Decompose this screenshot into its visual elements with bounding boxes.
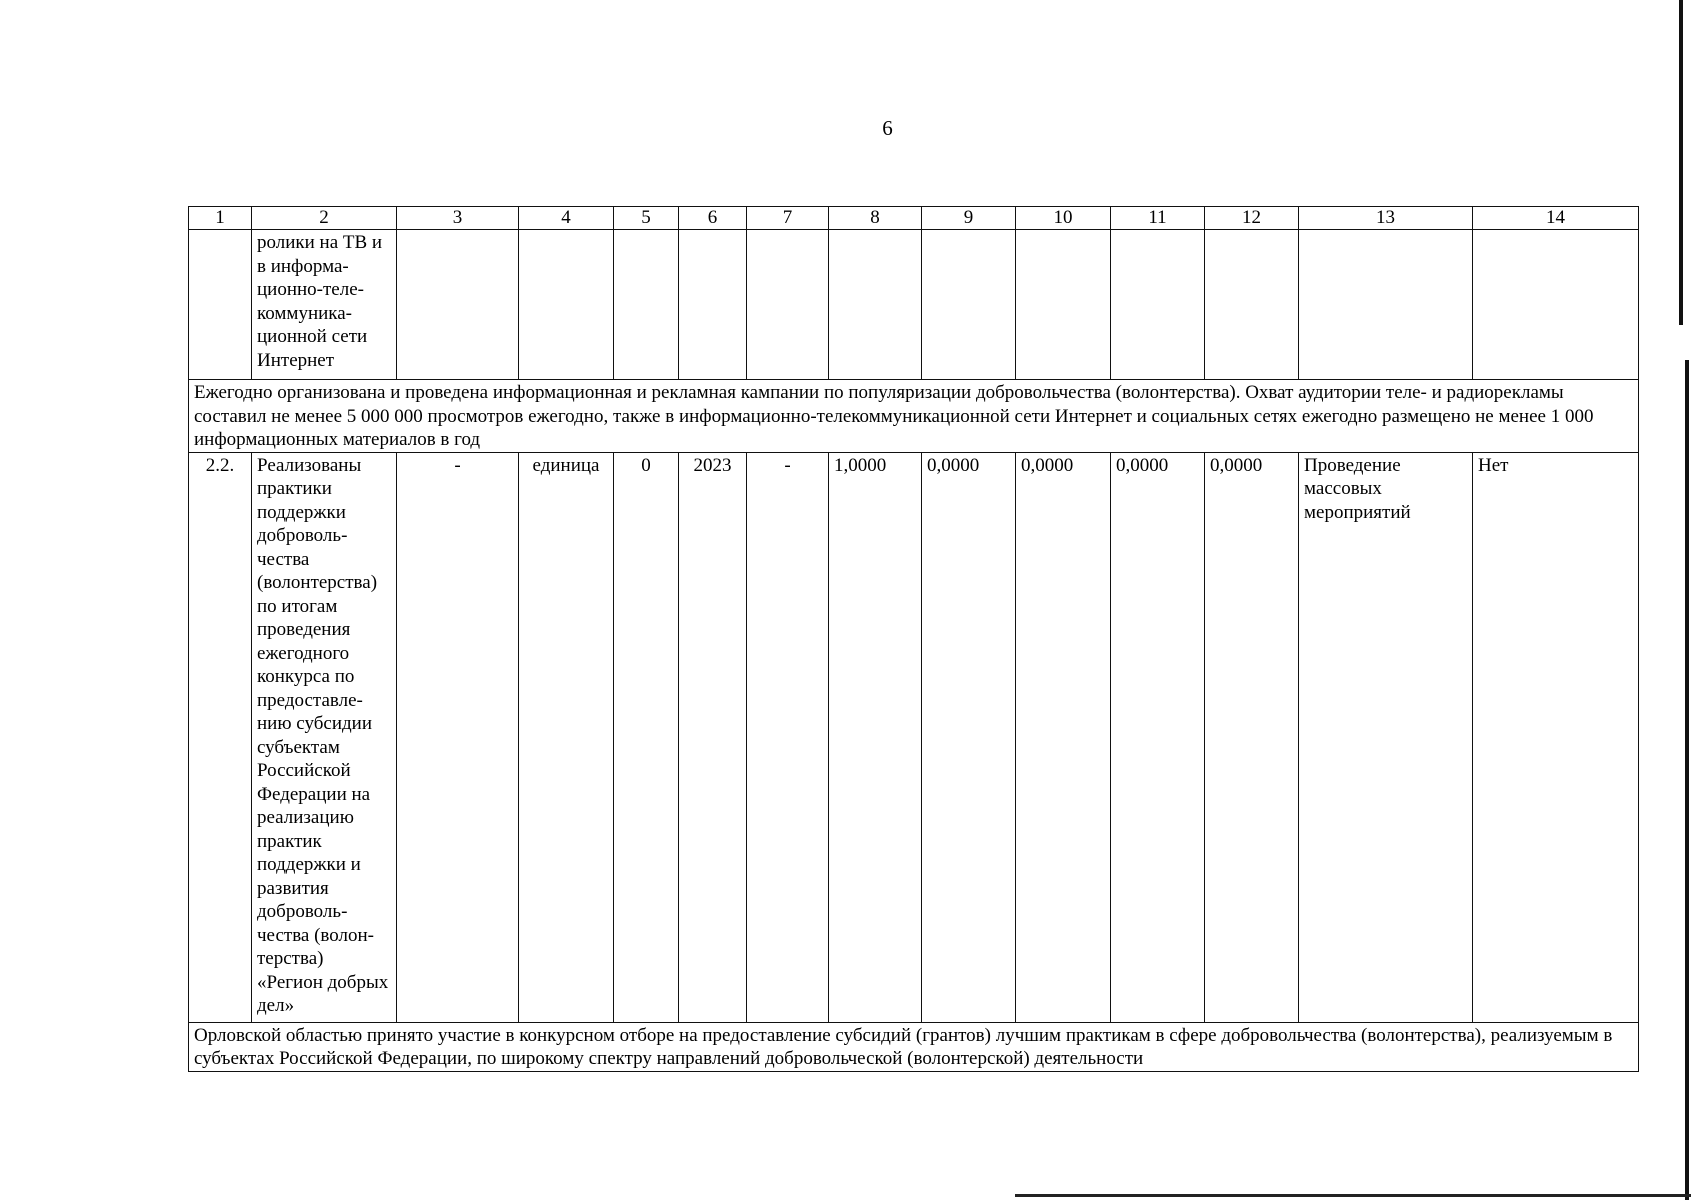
cell-col-10: 0,0000: [1016, 452, 1111, 1022]
column-header-12: 12: [1205, 207, 1299, 230]
cell-col-13: Проведение массовых мероприятий: [1299, 452, 1473, 1022]
cell-indicator-name: Реализованы практики поддержки доброволь-чества (волонтерства) по итогам проведения ежегодного конкурса по предоставле-нию субсидии субъектам Российской Федерации на реализацию практик поддержки и развития доброволь-чества (волон-терства) «Регион добрых дел»: [252, 452, 397, 1022]
report-table: [188, 206, 1639, 1072]
table-row-2-2: [189, 452, 1639, 1022]
cell-year: 2023: [679, 452, 747, 1022]
continuation-row: [189, 230, 1639, 380]
column-header-4: 4: [519, 207, 614, 230]
cell-empty: [679, 230, 747, 380]
column-header-11: 11: [1111, 207, 1205, 230]
cell-empty: [614, 230, 679, 380]
cell-col-9: 0,0000: [922, 452, 1016, 1022]
cell-col-7: -: [747, 452, 829, 1022]
scan-edge-mark: [1679, 0, 1683, 325]
column-header-10: 10: [1016, 207, 1111, 230]
cell-indicator-continuation: ролики на ТВ и в информа-ционно-теле-коммуника-ционной сети Интернет: [252, 230, 397, 380]
cell-empty: [397, 230, 519, 380]
cell-col-12: 0,0000: [1205, 452, 1299, 1022]
cell-empty: [519, 230, 614, 380]
column-header-8: 8: [829, 207, 922, 230]
column-header-1: 1: [189, 207, 252, 230]
cell-empty: [1299, 230, 1473, 380]
summary-row-2: [189, 1022, 1639, 1071]
column-header-7: 7: [747, 207, 829, 230]
cell-col-8: 1,0000: [829, 452, 922, 1022]
cell-col-3: -: [397, 452, 519, 1022]
cell-empty: [189, 230, 252, 380]
column-header-5: 5: [614, 207, 679, 230]
summary-row-1: [189, 380, 1639, 453]
column-header-14: 14: [1473, 207, 1639, 230]
cell-empty: [747, 230, 829, 380]
column-header-3: 3: [397, 207, 519, 230]
cell-row-number: 2.2.: [189, 452, 252, 1022]
cell-empty: [829, 230, 922, 380]
summary-text-1: Ежегодно организована и проведена информационная и рекламная кампании по популяризации добровольчества (волонтерства). Охват аудитории теле- и радиорекламы составил не менее 5 000 000 просмотров ежегодно, также в информационно-телекоммуникационной сети Интернет и социальных сетях ежегодно размещено не менее 1 000 информационных материалов в год: [189, 380, 1639, 453]
cell-col-14: Нет: [1473, 452, 1639, 1022]
column-header-13: 13: [1299, 207, 1473, 230]
cell-empty: [1111, 230, 1205, 380]
header-row: [189, 207, 1639, 230]
column-header-6: 6: [679, 207, 747, 230]
cell-empty: [1473, 230, 1639, 380]
cell-col-11: 0,0000: [1111, 452, 1205, 1022]
scan-bottom-line: [1015, 1194, 1691, 1197]
cell-empty: [922, 230, 1016, 380]
column-header-9: 9: [922, 207, 1016, 230]
cell-unit: единица: [519, 452, 614, 1022]
summary-text-2: Орловской областью принято участие в конкурсном отборе на предоставление субсидий (грантов) лучшим практикам в сфере добровольчества (волонтерства), реализуемым в субъектах Российской Федерации, по широкому спектру направлений добровольческой (волонтерской) деятельности: [189, 1022, 1639, 1071]
column-header-2: 2: [252, 207, 397, 230]
cell-empty: [1205, 230, 1299, 380]
page-number: 6: [882, 116, 893, 140]
cell-empty: [1016, 230, 1111, 380]
scan-edge-mark: [1685, 360, 1689, 1200]
cell-col-5: 0: [614, 452, 679, 1022]
